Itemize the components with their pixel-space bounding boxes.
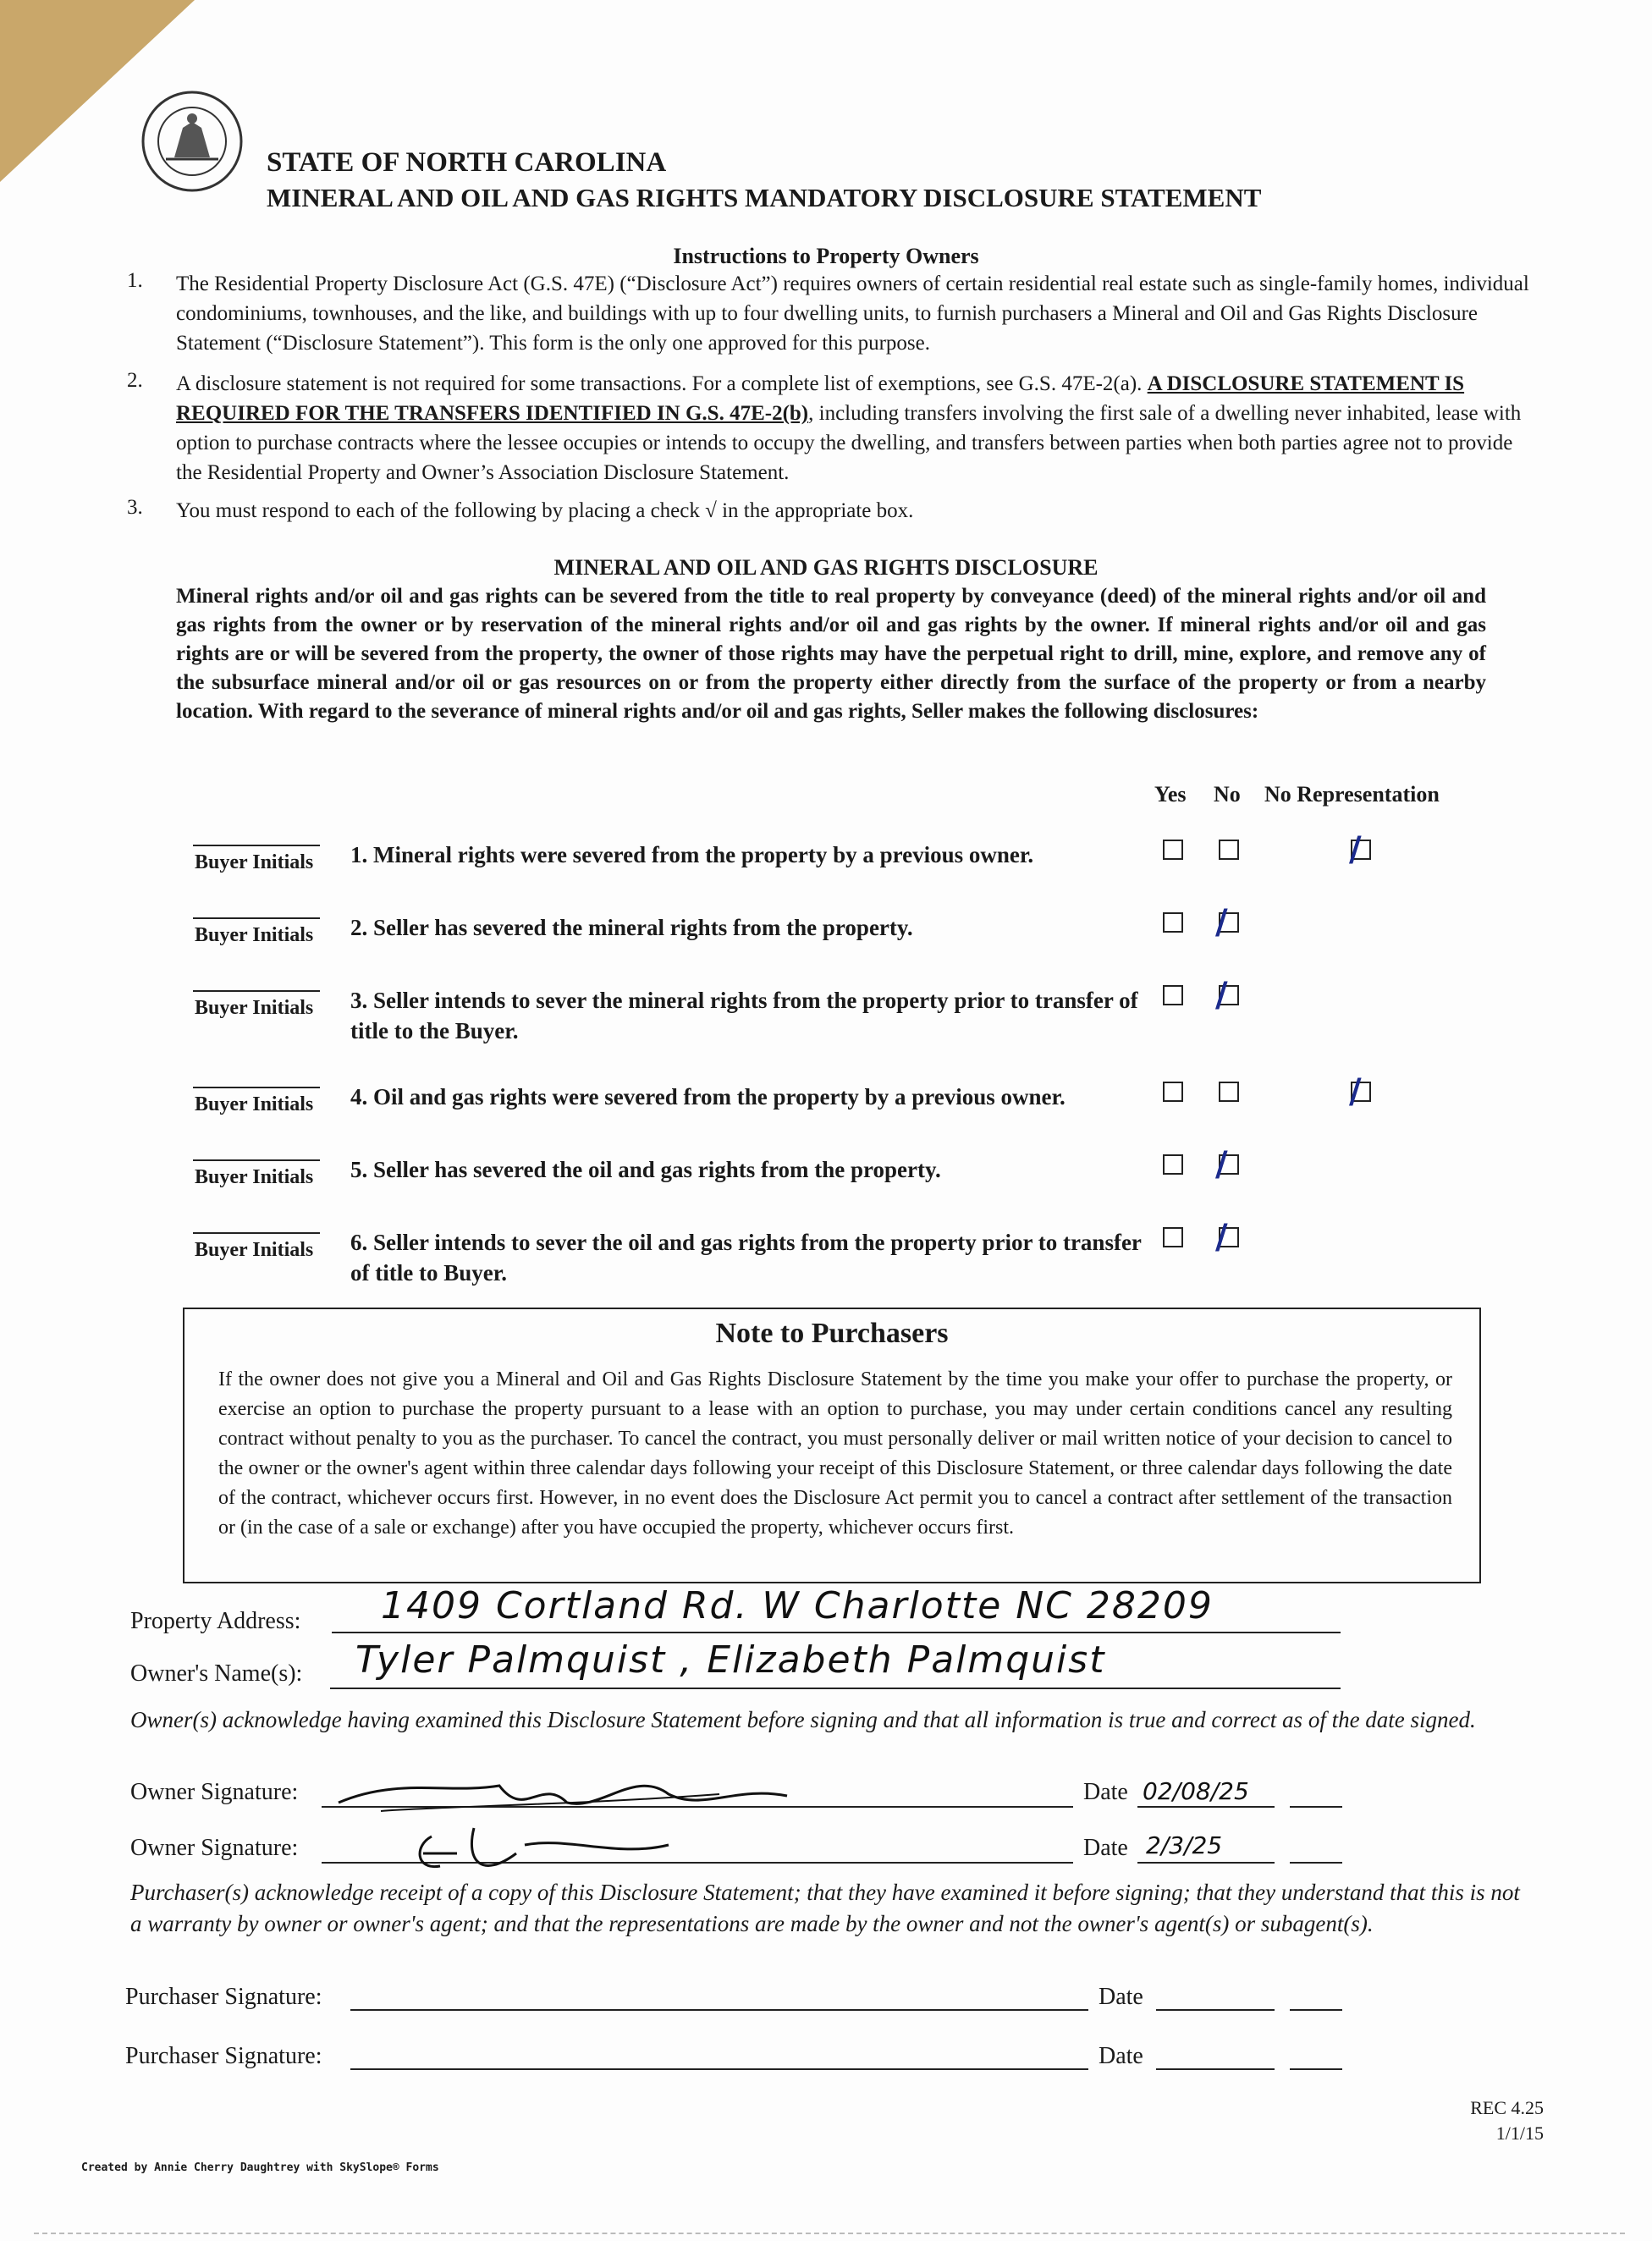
nc-real-estate-commission-seal-icon xyxy=(140,90,244,193)
instruction-2 xyxy=(176,369,1534,487)
instruction-number-2: 2. xyxy=(127,369,143,392)
owner-signature-label: Owner Signature: xyxy=(130,1779,299,1805)
form-code-number: REC 4.25 xyxy=(1470,2097,1544,2118)
instruction-2-text-b: , including transfers involving the first sale of a dwelling never inhabited, lease with option to purchase contracts where the lessee occupies or intends to occupy the dwelling, and transfers between parties when both parties agree not to provide the Residential Property and Owner’s Association Disclosure Statement. xyxy=(176,402,1522,484)
checkbox-yes[interactable] xyxy=(1163,985,1183,1005)
created-by-text: Created by Annie Cherry Daughtrey with SkySlope® Forms xyxy=(81,2161,439,2174)
property-address-field[interactable]: 1409 Cortland Rd. W Charlotte NC 28209 xyxy=(381,1584,1214,1627)
purchaser-signature-label: Purchaser Signature: xyxy=(125,2043,322,2069)
note-title: Note to Purchasers xyxy=(715,1318,949,1349)
title-line-2: MINERAL AND OIL AND GAS RIGHTS MANDATORY DISCLOSURE STATEMENT xyxy=(267,183,1262,212)
owners-name-line xyxy=(330,1688,1341,1689)
purchaser-date-line[interactable] xyxy=(1156,2068,1275,2070)
instruction-2-text-a: A disclosure statement is not required for some transactions. For a complete list of exemptions, see G.S. 47E-2(a). xyxy=(176,372,1148,395)
instruction-number-1: 1. xyxy=(127,269,143,292)
checkmark-icon: / xyxy=(1215,1145,1228,1184)
buyer-initials-label: Buyer Initials xyxy=(195,1166,314,1188)
purchaser-acknowledgement: Purchaser(s) acknowledge receipt of a copy of this Disclosure Statement; that they have examined it before signing; that they understand that this is not a warranty by owner or owner's agent; and that the representations are made by the owner and not the owner's agent(s) or subagent(s). xyxy=(130,1880,1520,1936)
owners-name-field[interactable]: Tyler Palmquist , Elizabeth Palmquist xyxy=(355,1638,1106,1682)
buyer-initials-label: Buyer Initials xyxy=(195,851,314,873)
instructions-heading: Instructions to Property Owners xyxy=(673,244,979,268)
purchaser-signature-label: Purchaser Signature: xyxy=(125,1984,322,2010)
owner-date-value: 02/08/25 xyxy=(1143,1777,1249,1805)
buyer-initials-line[interactable] xyxy=(193,845,320,846)
disclosure-heading: MINERAL AND OIL AND GAS RIGHTS DISCLOSURE xyxy=(553,555,1099,580)
purchaser-year-line[interactable] xyxy=(1290,2009,1342,2011)
form-code-date: 1/1/15 xyxy=(1495,2123,1544,2144)
property-address-label: Property Address: xyxy=(130,1608,301,1634)
note-to-purchasers-box xyxy=(183,1308,1481,1583)
checkbox-yes[interactable] xyxy=(1163,1154,1183,1175)
checkmark-icon: / xyxy=(1215,1218,1228,1257)
instruction-number-3: 3. xyxy=(127,496,143,519)
purchaser-date-line[interactable] xyxy=(1156,2009,1275,2011)
title-line-1: STATE OF NORTH CAROLINA xyxy=(267,147,667,178)
instruction-3: You must respond to each of the following by placing a check √ in the appropriate box. xyxy=(176,499,914,522)
owner-acknowledgement: Owner(s) acknowledge having examined this Disclosure Statement before signing and that all information is true and correct as of the date signed. xyxy=(130,1707,1476,1732)
buyer-initials-label: Buyer Initials xyxy=(195,1239,314,1261)
purchaser-date-label: Date xyxy=(1099,2043,1143,2069)
question-text: 2. Seller has severed the mineral rights from the property. xyxy=(350,915,913,940)
buyer-initials-label: Buyer Initials xyxy=(195,1093,314,1115)
buyer-initials-line[interactable] xyxy=(193,990,320,992)
document-title xyxy=(267,146,1261,215)
checkbox-no[interactable] xyxy=(1219,1082,1239,1102)
purchaser-date-label: Date xyxy=(1099,1984,1143,2010)
question-text: 3. Seller intends to sever the mineral rights from the property prior to transfer of title to the Buyer. xyxy=(350,988,1138,1043)
page-edge xyxy=(34,2233,1625,2234)
form-code xyxy=(1396,2095,1544,2146)
buyer-initials-line[interactable] xyxy=(193,1232,320,1234)
column-yes: Yes xyxy=(1154,782,1187,807)
column-no-representation: No Representation xyxy=(1264,782,1440,807)
owner-date-line[interactable] xyxy=(1137,1862,1275,1864)
owners-name-label: Owner's Name(s): xyxy=(130,1660,303,1687)
owner-signature-1-icon xyxy=(330,1760,804,1828)
checkmark-icon: / xyxy=(1349,830,1362,869)
owner-signature-label: Owner Signature: xyxy=(130,1835,299,1861)
checkbox-no[interactable] xyxy=(1219,840,1239,860)
purchaser-year-line[interactable] xyxy=(1290,2068,1342,2070)
question-text: 6. Seller intends to sever the oil and gas rights from the property prior to transfer of title to Buyer. xyxy=(350,1230,1142,1286)
purchaser-signature-line[interactable] xyxy=(350,2068,1088,2070)
owner-year-line[interactable] xyxy=(1290,1862,1342,1864)
buyer-initials-line[interactable] xyxy=(193,1087,320,1088)
property-address-line xyxy=(332,1632,1341,1633)
instruction-2-underlined: A DISCLOSURE STATEMENT IS REQUIRED FOR THE TRANSFERS IDENTIFIED IN G.S. 47E-2(b) xyxy=(176,372,1465,425)
note-text: If the owner does not give you a Mineral and Oil and Gas Rights Disclosure Statement by the time you make your offer to purchase the property, or exercise an option to purchase the property pursuant to a lease with an option to purchase, you may under certain conditions cancel any resulting contract without penalty to you as the purchaser. To cancel the contract, you must personally deliver or mail written notice of your decision to cancel to the owner or the owner's agent within three calendar days following your receipt of this Disclosure Statement, or three calendar days following the date of the contract, whichever occurs first. However, in no event does the Disclosure Act permit you to cancel a contract after settlement of the transaction or (in the case of a sale or exchange) after you have occupied the property, whichever occurs first. xyxy=(218,1368,1452,1539)
question-text: 5. Seller has severed the oil and gas rights from the property. xyxy=(350,1157,941,1182)
checkmark-icon: / xyxy=(1215,903,1228,942)
question-text: 4. Oil and gas rights were severed from the property by a previous owner. xyxy=(350,1084,1066,1109)
owner-year-line[interactable] xyxy=(1290,1806,1342,1808)
checkbox-yes[interactable] xyxy=(1163,1227,1183,1247)
buyer-initials-line[interactable] xyxy=(193,917,320,919)
owner-date-label: Date xyxy=(1083,1779,1128,1805)
buyer-initials-line[interactable] xyxy=(193,1159,320,1161)
checkbox-yes[interactable] xyxy=(1163,840,1183,860)
column-no: No xyxy=(1214,782,1241,807)
owner-date-label: Date xyxy=(1083,1835,1128,1861)
purchaser-signature-line[interactable] xyxy=(350,2009,1088,2011)
question-text: 1. Mineral rights were severed from the property by a previous owner. xyxy=(350,842,1034,867)
buyer-initials-label: Buyer Initials xyxy=(195,997,314,1019)
owner-date-value: 2/3/25 xyxy=(1146,1831,1223,1859)
checkmark-icon: / xyxy=(1349,1072,1362,1111)
checkbox-yes[interactable] xyxy=(1163,912,1183,933)
checkmark-icon: / xyxy=(1215,976,1228,1015)
buyer-initials-label: Buyer Initials xyxy=(195,924,314,946)
instruction-1: The Residential Property Disclosure Act (G.S. 47E) (“Disclosure Act”) requires owners of certain residential real estate such as single-family homes, individual condominiums, townhouses, and the like, and buildings with up to four dwelling units, to furnish purchasers a Mineral and Oil and Gas Rights Disclosure Statement (“Disclosure Statement”). This form is the only one approved for this purpose. xyxy=(176,273,1529,355)
disclosure-text: Mineral rights and/or oil and gas rights can be severed from the title to real property by conveyance (deed) of the mineral rights and/or oil and gas rights from the owner or by reservation of the mineral rights and/or oil and gas rights by the owner. If mineral rights and/or oil and gas rights are or will be severed from the property, the owner of those rights may have the perpetual right to drill, mine, explore, and remove any of the subsurface mineral and/or oil or gas resources on or from the property either directly from the surface of the property or from a nearby location. With regard to the severance of mineral rights and/or oil and gas rights, Seller makes the following disclosures: xyxy=(176,585,1486,723)
owner-date-line[interactable] xyxy=(1137,1806,1275,1808)
checkbox-yes[interactable] xyxy=(1163,1082,1183,1102)
